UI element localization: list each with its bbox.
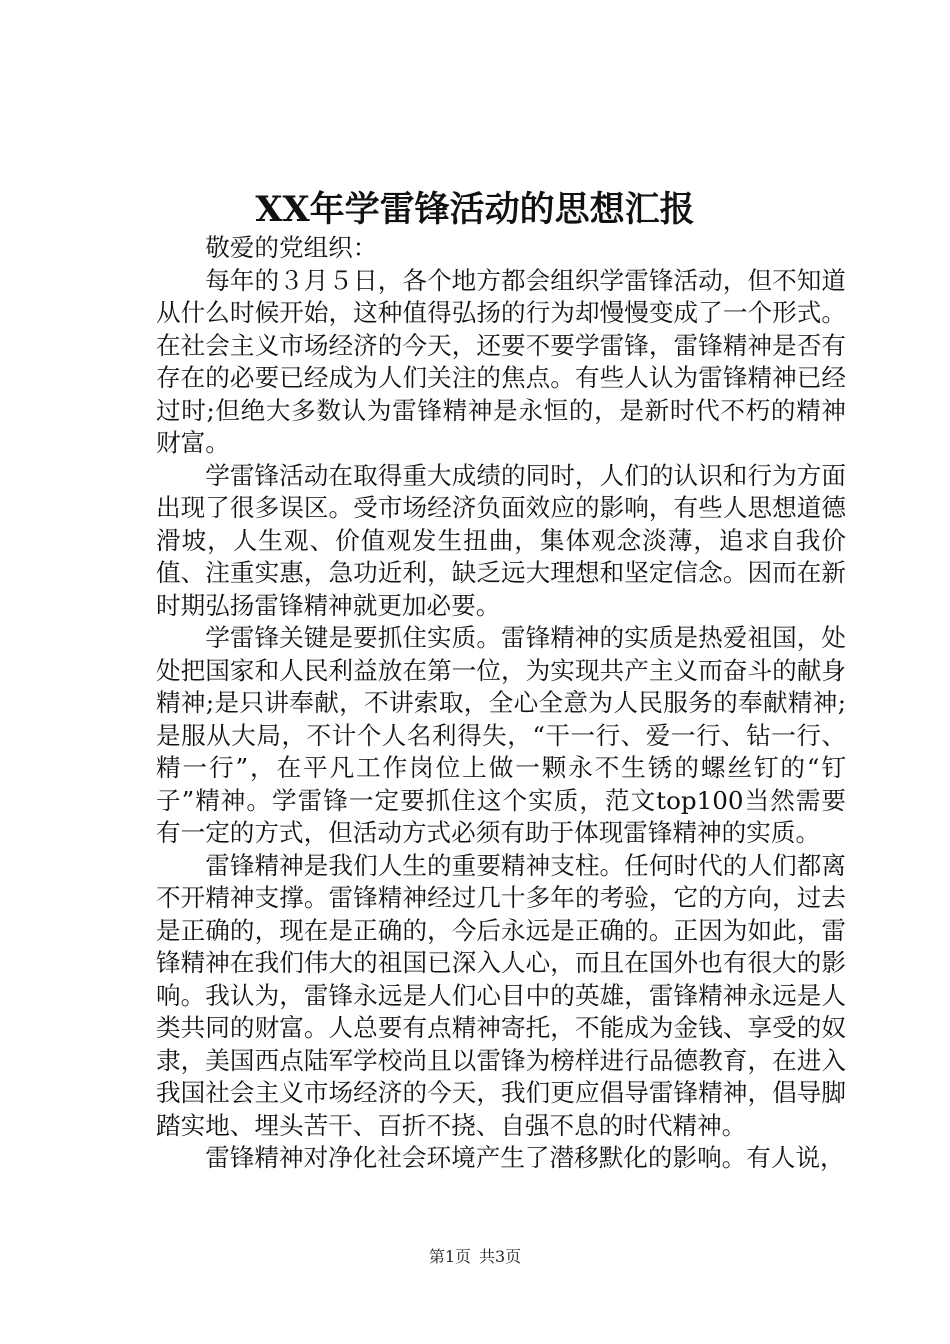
salutation: 敬爱的党组织： [205,233,378,262]
document-body [156,232,846,1175]
document-title: XX年学雷锋活动的思想汇报 [255,189,695,230]
page-footer [0,1246,950,1268]
paragraph-2: 学雷锋活动在取得重大成绩的同时，人们的认识和行为方面出现了很多误区。受市场经济负面效应的影响，有些人思想道德滑坡，人生观、价值观发生扭曲，集体观念淡薄，追求自我价值、注重实惠，急功近利，缺乏远大理想和坚定信念。因而在新时期弘扬雷锋精神就更加必要。 [156,460,846,620]
paragraph-3: 学雷锋关键是要抓住实质。雷锋精神的实质是热爱祖国，处处把国家和人民利益放在第一位，为实现共产主义而奋斗的献身精神;是只讲奉献，不讲索取，全心全意为人民服务的奉献精神;是服从大局，不计个人名利得失，“干一行、爱一行、钻一行、精一行”，在平凡工作岗位上做一颗永不生锈的螺丝钉的“钉子”精神。学雷锋一定要抓住这个实质，范文top100当然需要有一定的方式，但活动方式必须有助于体现雷锋精神的实质。 [156,623,846,847]
page-number-total: 共3页 [479,1247,522,1266]
paragraph-4: 雷锋精神是我们人生的重要精神支柱。任何时代的人们都离不开精神支撑。雷锋精神经过几十多年的考验，它的方向，过去是正确的，现在是正确的，今后永远是正确的。正因为如此，雷锋精神在我们伟大的祖国已深入人心，而且在国外也有很大的影响。我认为，雷锋永远是人们心目中的英雄，雷锋精神永远是人类共同的财富。人总要有点精神寄托，不能成为金钱、享受的奴隶，美国西点陆军学校尚且以雷锋为榜样进行品德教育，在进入我国社会主义市场经济的今天，我们更应倡导雷锋精神，倡导脚踏实地、埋头苦干、百折不挠、自强不息的时代精神。 [156,850,846,1140]
page-number-current: 第1页 [428,1247,471,1266]
paragraph-1: 每年的３月５日，各个地方都会组织学雷锋活动，但不知道从什么时候开始，这种值得弘扬的行为却慢慢变成了一个形式。在社会主义市场经济的今天，还要不要学雷锋，雷锋精神是否有存在的必要已经成为人们关注的焦点。有些人认为雷锋精神已经过时;但绝大多数认为雷锋精神是永恒的，是新时代不朽的精神财富。 [156,265,846,457]
paragraph-5: 雷锋精神对净化社会环境产生了潜移默化的影响。有人说， [205,1143,845,1172]
